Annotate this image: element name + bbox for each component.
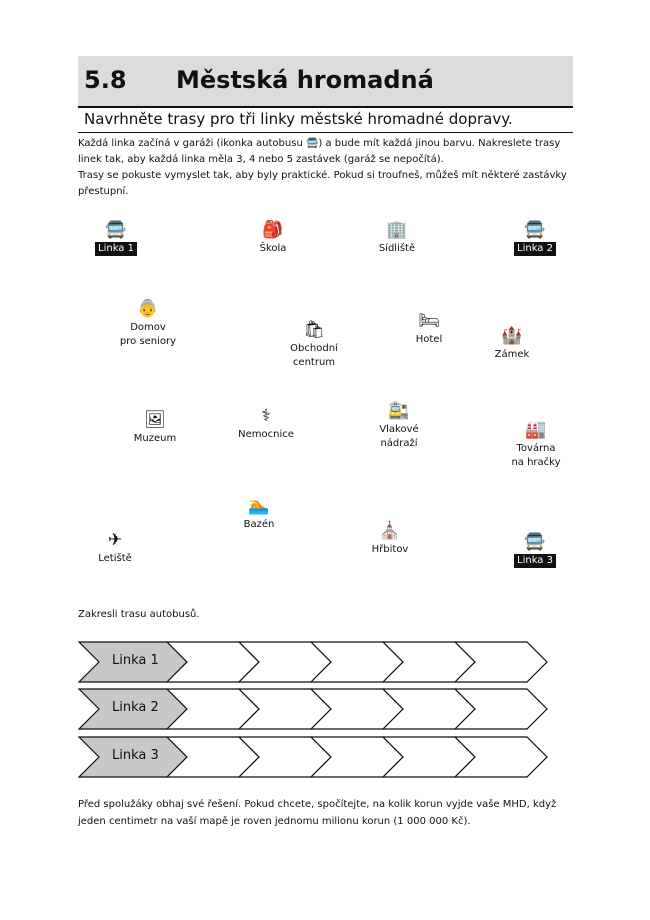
map-place-garage-2[interactable]	[512, 220, 558, 256]
place-label: Obchodní centrum	[290, 343, 338, 368]
instructions-paragraph-2: Trasy se pokuste vymyslet tak, aby byly praktické. Pokud si troufneš, můžeš mít některé zastávky přestupní.	[78, 170, 567, 197]
place-label: Hotel	[415, 334, 443, 345]
map-place-domov[interactable]	[113, 299, 183, 349]
bus-icon: 🚍	[524, 532, 546, 552]
bus-icon: 🚍	[105, 220, 127, 240]
header-divider	[78, 106, 573, 108]
place-label: Linka 2	[512, 242, 558, 256]
map-place-garage-1[interactable]	[93, 220, 139, 256]
medical-symbol-icon: ⚕	[261, 406, 271, 426]
map-place-sidliste[interactable]	[370, 220, 424, 256]
task-subtitle: Navrhněte trasy pro tři linky městské hromadné dopravy.	[84, 110, 513, 128]
airplane-icon: ✈	[107, 530, 123, 550]
map-place-nemocnice[interactable]	[234, 406, 298, 442]
place-label: Domov pro seniory	[119, 322, 177, 347]
footer-text: Před spolužáky obhaj své řešení. Pokud chcete, spočítejte, na kolik korun vyjde vaše MHD, když jeden centimetr na vaší mapě je roven jednomu milionu korun (1 000 000 Kč).	[78, 799, 557, 827]
chapel-icon: ⛪	[379, 521, 401, 541]
route-row-3	[78, 736, 558, 778]
backpack-icon: 🎒	[262, 220, 284, 240]
factory-icon: 🏭	[525, 420, 547, 440]
map-place-tovarna[interactable]	[504, 420, 568, 470]
map-place-nadrazi[interactable]	[370, 401, 428, 451]
map-place-letiste[interactable]	[92, 530, 138, 566]
instructions-text-b: ) a bude mít každá jinou barvu. Nakreslete trasy linek tak, aby každá linka měla 3, 4 nebo 5 zastávek (garáž se nepočítá).	[78, 138, 561, 165]
place-label: Zámek	[494, 349, 530, 360]
map-place-zamek[interactable]	[488, 326, 536, 362]
swimmer-icon: 🏊	[248, 496, 270, 516]
route-caption: Zakresli trasu autobusů.	[78, 609, 200, 620]
framed-picture-icon: 🖼	[144, 410, 166, 430]
place-label: Linka 3	[512, 554, 558, 568]
place-label: Letiště	[98, 553, 132, 564]
place-label: Nemocnice	[238, 429, 294, 440]
place-label: Bazén	[243, 519, 275, 530]
train-station-icon: 🚉	[388, 401, 410, 421]
instructions	[78, 136, 578, 200]
map-place-bazen[interactable]	[236, 496, 282, 532]
place-label: Škola	[259, 243, 287, 254]
shopping-bags-icon: 🛍	[303, 320, 325, 340]
map-place-hotel[interactable]	[406, 311, 452, 347]
place-label: Hřbitov	[371, 544, 409, 555]
route-label-1: Linka 1	[112, 653, 159, 668]
map-place-garage-3[interactable]	[512, 532, 558, 568]
map-place-hrbitov[interactable]	[364, 521, 416, 557]
place-label: Sídliště	[378, 243, 416, 254]
bus-icon: 🚍	[524, 220, 546, 240]
section-title: Městská hromadná	[176, 66, 434, 94]
instructions-paragraph-1	[78, 136, 578, 168]
subtitle-divider	[78, 132, 573, 133]
instructions-text-a: Každá linka začíná v garáži (ikonka autobusu	[78, 138, 306, 149]
place-label: Vlakové nádraží	[379, 424, 419, 449]
place-label: Linka 1	[93, 242, 139, 256]
map-place-muzeum[interactable]	[128, 410, 182, 446]
route-row-1	[78, 641, 558, 683]
bed-icon: 🛏	[418, 311, 440, 331]
place-label: Továrna na hračky	[511, 443, 561, 468]
section-number: 5.8	[84, 66, 127, 94]
map-place-skola[interactable]	[248, 220, 298, 256]
route-label-2: Linka 2	[112, 700, 159, 715]
route-row-2	[78, 688, 558, 730]
building-icon: 🏢	[386, 220, 408, 240]
old-woman-icon: 👵	[137, 299, 159, 319]
map-place-obchodni[interactable]	[282, 320, 346, 370]
route-label-3: Linka 3	[112, 748, 159, 763]
castle-icon: 🏰	[501, 326, 523, 346]
place-label: Muzeum	[133, 433, 177, 444]
bus-icon: 🚍	[305, 138, 319, 149]
